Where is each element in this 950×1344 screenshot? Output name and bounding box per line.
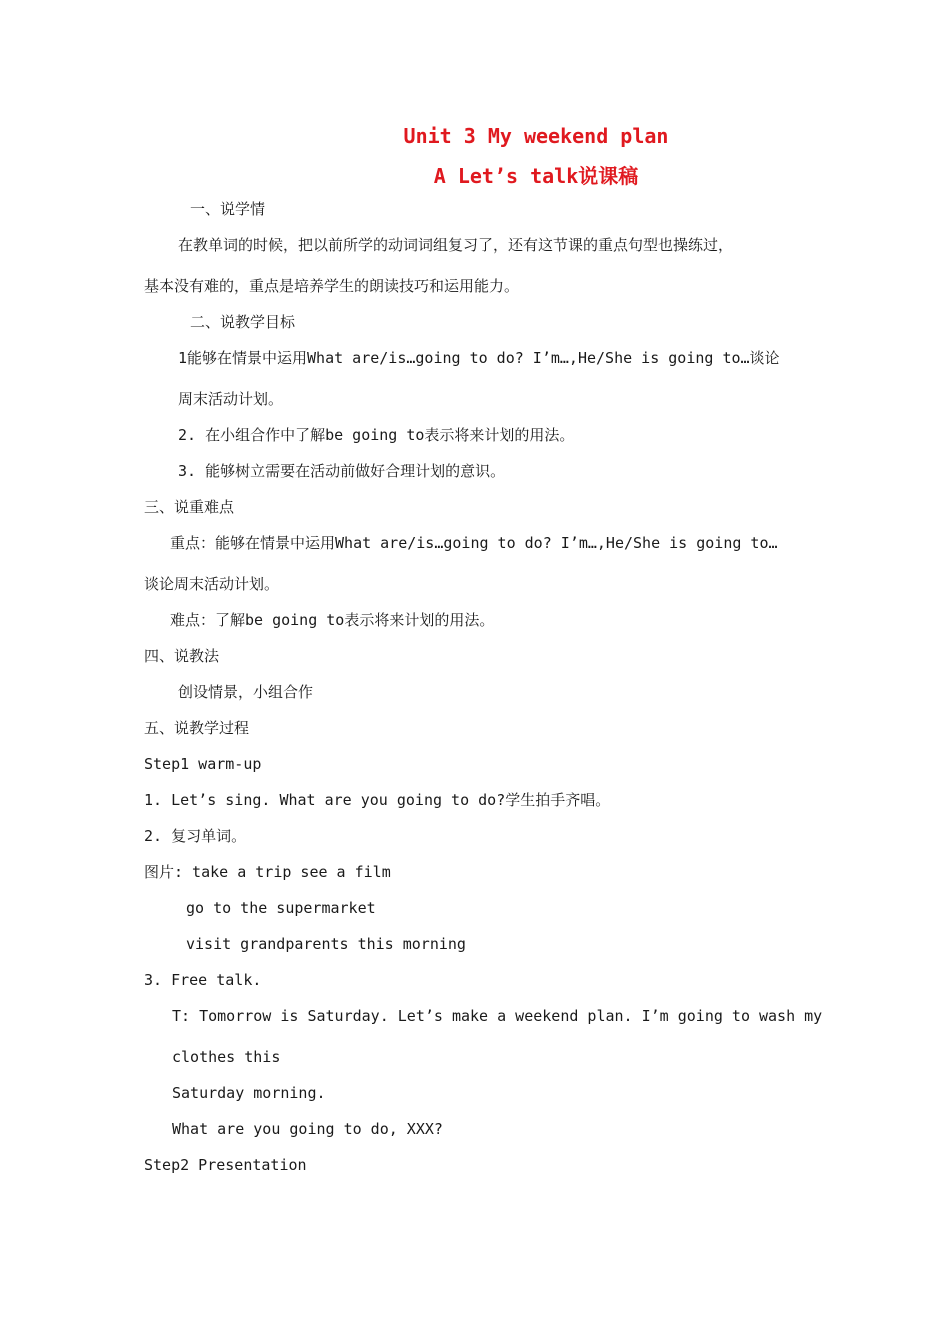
- dialogue-line: T: Tomorrow is Saturday. Let’s make a weekend plan. I’m going to wash my: [172, 1007, 823, 1025]
- document-subtitle: A Let’s talk说课稿: [433, 164, 639, 188]
- goal-item-continued: 周末活动计划。: [178, 390, 284, 408]
- step-item: 1. Let’s sing. What are you going to do?学生拍手齐唱。: [144, 791, 611, 809]
- goal-item: 2. 在小组合作中了解be going to表示将来计划的用法。: [178, 426, 575, 444]
- step-item: 3. Free talk.: [144, 971, 262, 989]
- vocab-line: 图片: take a trip see a film: [144, 863, 391, 881]
- difficult-point-line: 难点：了解be going to表示将来计划的用法。: [170, 611, 495, 629]
- section-heading-teaching-process: 五、说教学过程: [144, 719, 250, 737]
- section-heading-teaching-goals: 二、说教学目标: [190, 313, 296, 331]
- goal-item: 3. 能够树立需要在活动前做好合理计划的意识。: [178, 462, 506, 480]
- key-point-line: 重点：能够在情景中运用What are/is…going to do? I’m…,He/She is going to…: [170, 534, 778, 552]
- paragraph-line: 基本没有难的，重点是培养学生的朗读技巧和运用能力。: [144, 277, 520, 295]
- section-heading-teaching-method: 四、说教法: [144, 647, 220, 665]
- teaching-method-line: 创设情景，小组合作: [178, 683, 314, 701]
- step-heading: Step2 Presentation: [144, 1156, 307, 1174]
- step-heading: Step1 warm-up: [144, 755, 262, 773]
- goal-item: 1能够在情景中运用What are/is…going to do? I’m…,He/She is going to…谈论: [178, 349, 780, 367]
- section-heading-learning-situation: 一、说学情: [190, 200, 266, 218]
- document-title: Unit 3 My weekend plan: [403, 124, 669, 148]
- vocab-line: go to the supermarket: [186, 899, 376, 917]
- vocab-line: visit grandparents this morning: [186, 935, 466, 953]
- step-item: 2. 复习单词。: [144, 827, 247, 845]
- key-point-line-continued: 谈论周末活动计划。: [144, 575, 280, 593]
- dialogue-line: Saturday morning.: [172, 1084, 326, 1102]
- paragraph-line: 在教单词的时候，把以前所学的动词词组复习了，还有这节课的重点句型也操练过，: [178, 236, 734, 254]
- dialogue-line: clothes this: [172, 1048, 281, 1066]
- section-heading-key-points: 三、说重难点: [144, 498, 235, 516]
- dialogue-line: What are you going to do, XXX?: [172, 1120, 443, 1138]
